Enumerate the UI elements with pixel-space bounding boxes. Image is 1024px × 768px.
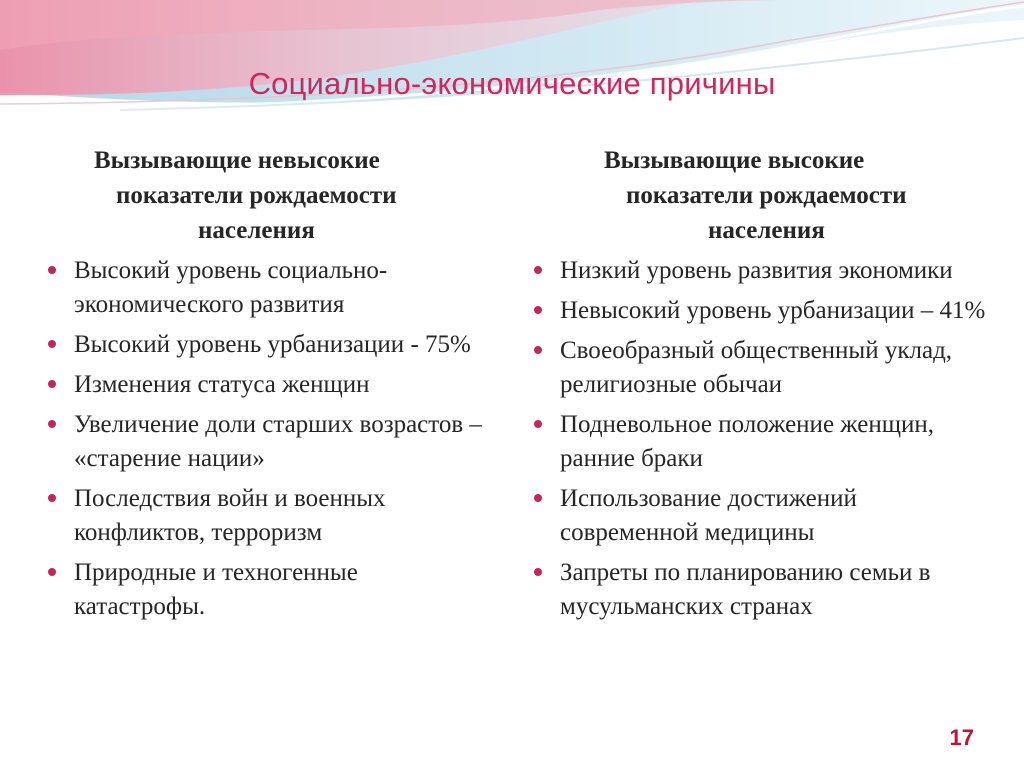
list-item-text: Запреты по планированию семьи в мусульманских странах — [560, 559, 931, 620]
list-item — [42, 254, 482, 322]
list-item — [528, 334, 998, 402]
right-bullet-list — [528, 254, 998, 624]
list-item-text: Изменения статуса женщин — [74, 371, 370, 398]
list-item-text: Низкий уровень развития экономики — [560, 257, 953, 284]
bullet-dot-icon — [534, 420, 542, 428]
list-item — [528, 482, 998, 550]
list-item-text: Последствия войн и военных конфликтов, терроризм — [74, 485, 386, 546]
right-heading-line-1: Вызывающие высокие — [604, 147, 865, 174]
list-item-text: Высокий уровень урбанизации - 75% — [74, 331, 471, 358]
list-item-text: Высокий уровень социально-экономического развития — [74, 257, 388, 318]
list-item — [42, 328, 482, 362]
left-heading-line-3: населения — [198, 217, 315, 244]
bullet-dot-icon — [534, 266, 542, 274]
list-item-text: Невысокий уровень урбанизации – 41% — [560, 297, 986, 324]
list-item — [42, 482, 482, 550]
bullet-dot-icon — [48, 266, 56, 274]
bullet-dot-icon — [48, 380, 56, 388]
left-bullet-list — [42, 254, 482, 624]
left-column-low-birth-rate-causes — [42, 143, 482, 630]
list-item — [528, 556, 998, 624]
bullet-dot-icon — [534, 568, 542, 576]
bullet-dot-icon — [48, 568, 56, 576]
list-item-text: Использование достижений современной медицины — [560, 485, 857, 546]
list-item-text: Своеобразный общественный уклад, религиозные обычаи — [560, 337, 953, 398]
bullet-dot-icon — [48, 340, 56, 348]
left-heading-line-2: показатели рождаемости — [116, 182, 397, 209]
bullet-dot-icon — [48, 494, 56, 502]
list-item — [42, 408, 482, 476]
slide-title: Социально-экономические причины — [248, 66, 776, 101]
left-column-heading — [42, 143, 482, 248]
page-number: 17 — [949, 725, 974, 750]
bullet-dot-icon — [534, 306, 542, 314]
right-heading-line-2: показатели рождаемости — [626, 182, 907, 209]
list-item-text: Подневольное положение женщин, ранние браки — [560, 411, 934, 472]
list-item-text: Увеличение доли старших возрастов – «старение нации» — [74, 411, 482, 472]
list-item-text: Природные и техногенные катастрофы. — [74, 559, 358, 620]
right-column-high-birth-rate-causes — [528, 143, 998, 630]
right-heading-line-3: населения — [708, 217, 825, 244]
list-item — [42, 556, 482, 624]
bullet-dot-icon — [534, 494, 542, 502]
list-item — [528, 408, 998, 476]
list-item — [528, 254, 998, 288]
list-item — [42, 368, 482, 402]
bullet-dot-icon — [534, 346, 542, 354]
right-column-heading — [528, 143, 998, 248]
bullet-dot-icon — [48, 420, 56, 428]
left-heading-line-1: Вызывающие невысокие — [94, 147, 380, 174]
list-item — [528, 294, 998, 328]
